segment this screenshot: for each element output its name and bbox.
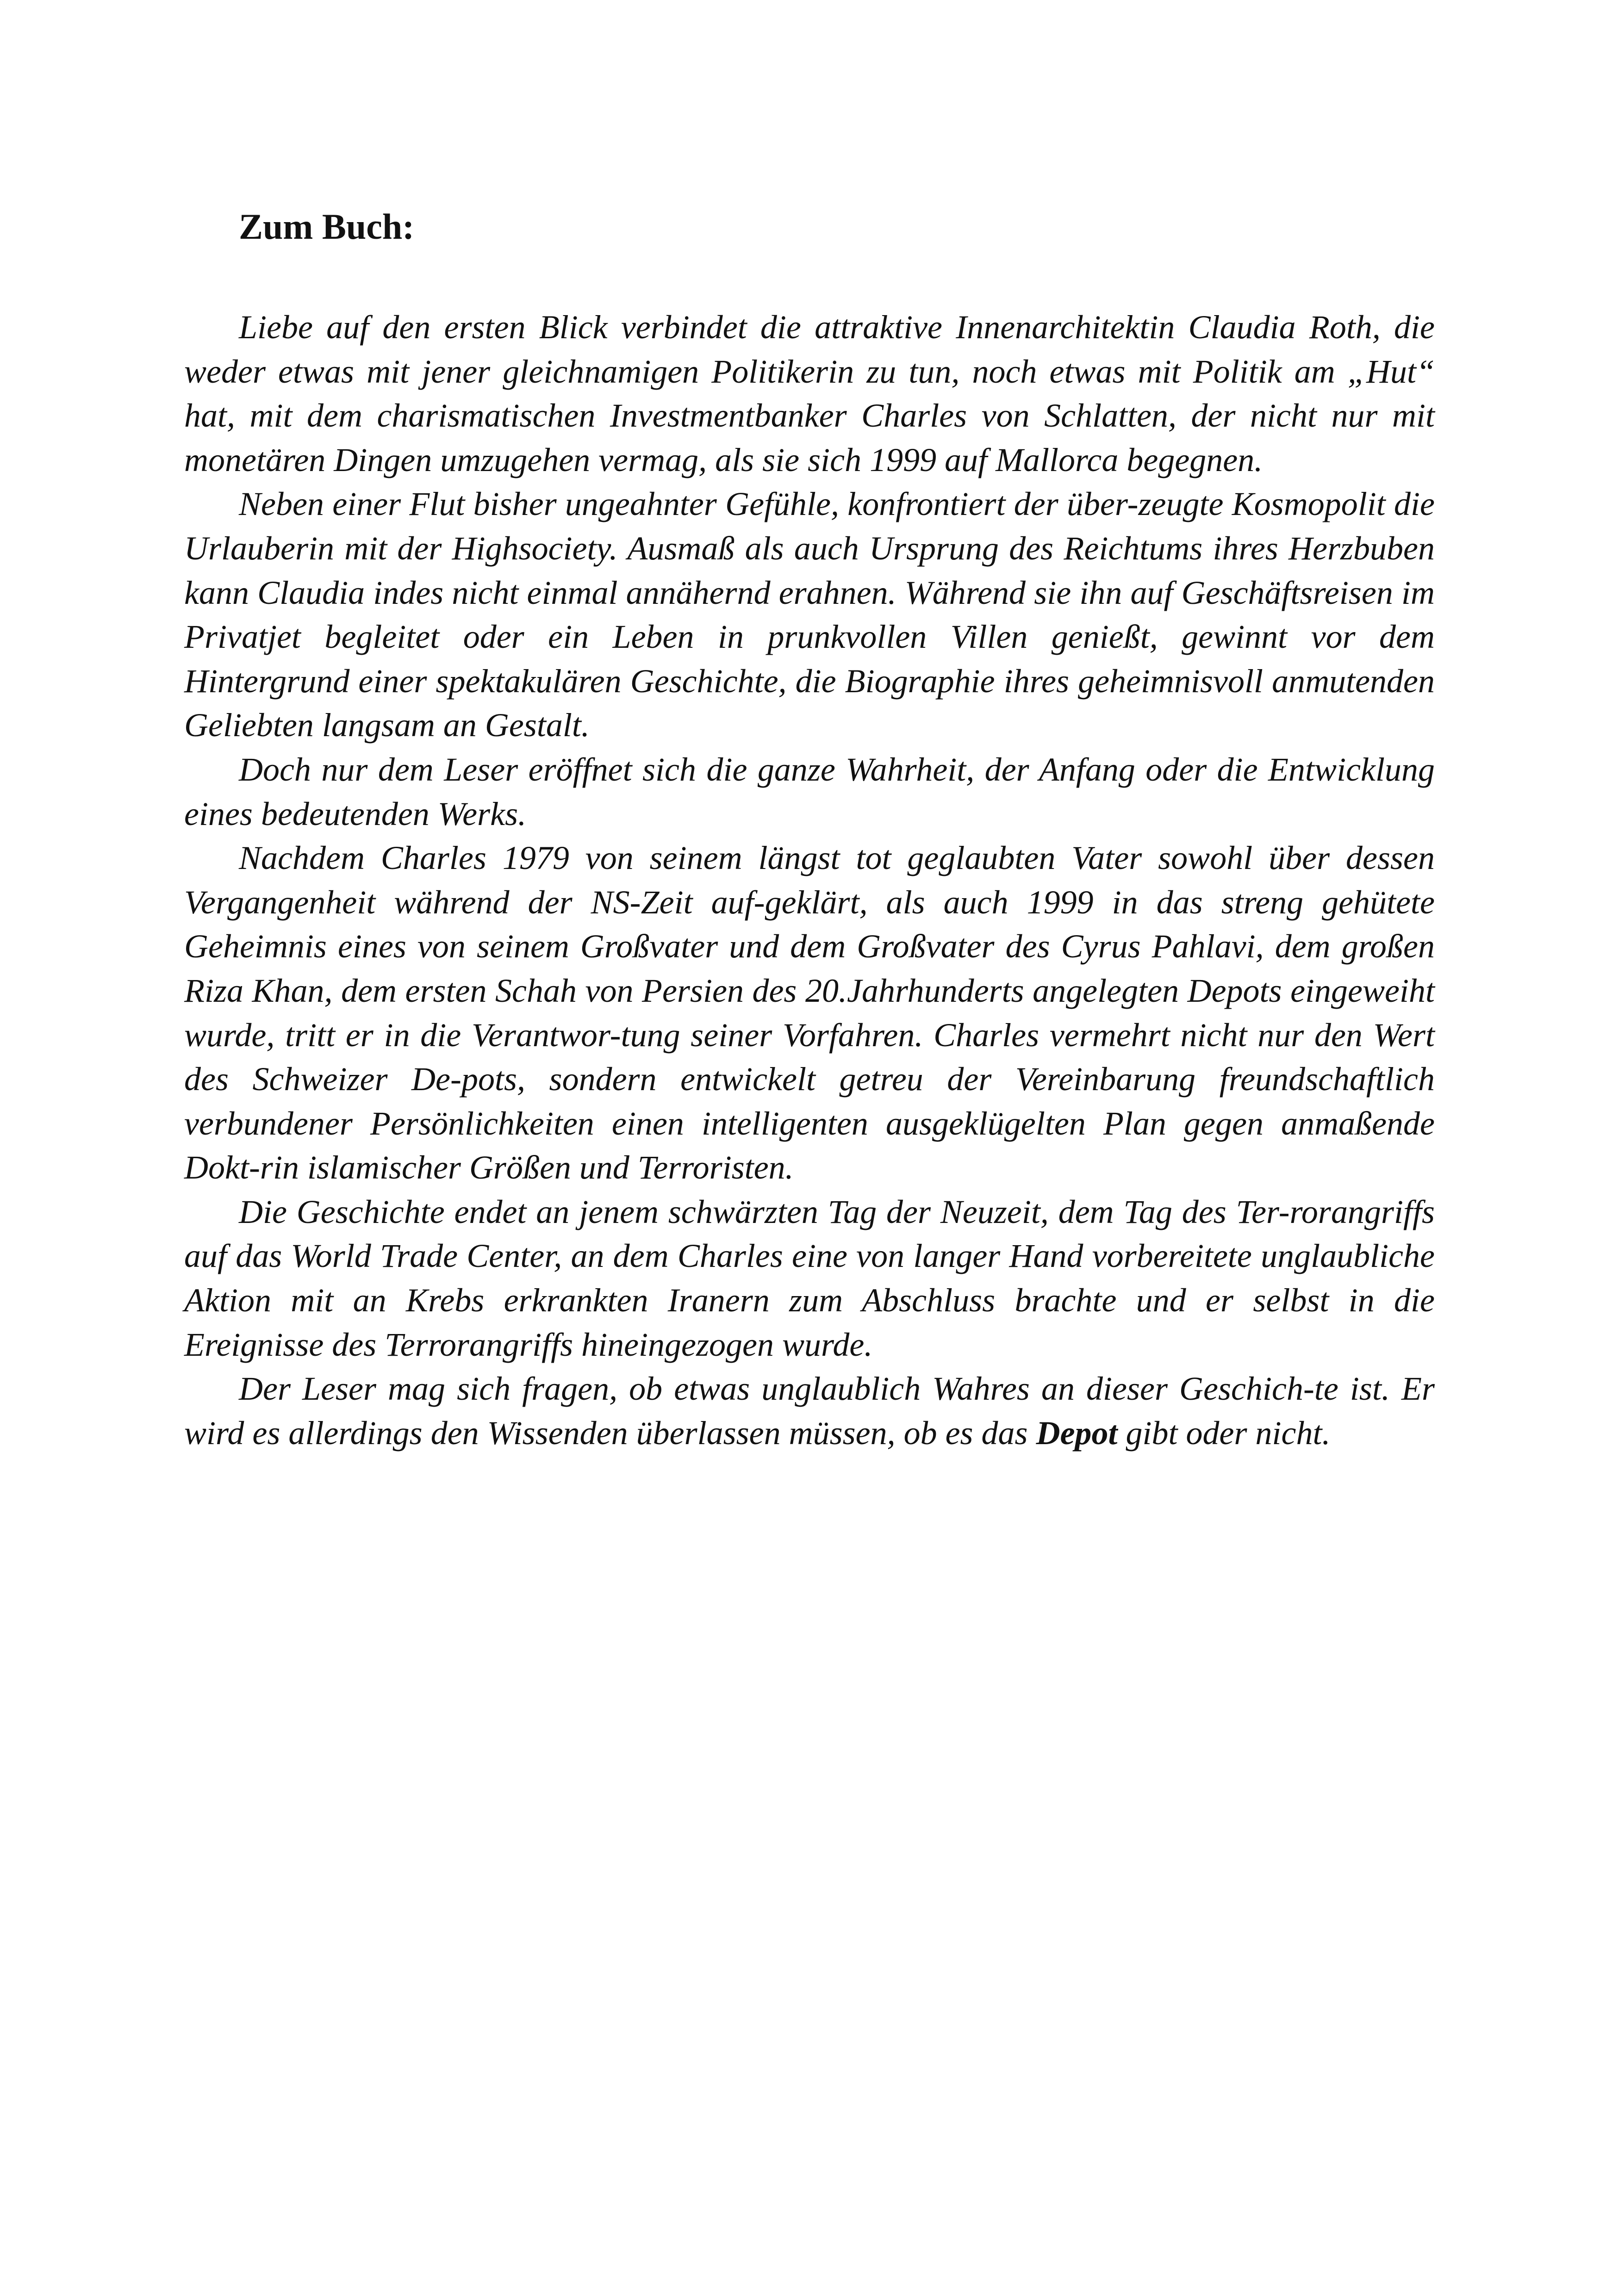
paragraph-5: Die Geschichte endet an jenem schwärzten Tag der Neuzeit, dem Tag des Ter-rorangriffs auf das World Trade Center, an dem Charles eine von langer Hand vorbereitete unglaubliche Aktion mit an Krebs erkrankten Iranern zum Abschluss brachte und er selbst in die Ereignisse des Terrorangriffs hineingezogen wurde. [184, 1193, 1435, 1363]
paragraph-6 [184, 1367, 1435, 1455]
paragraph-1: Liebe auf den ersten Blick verbindet die attraktive Innenarchitektin Claudia Roth, die weder etwas mit jener gleichnamigen Politikerin zu tun, noch etwas mit Politik am „Hut“ hat, mit dem charismatischen Investmentbanker Charles von Schlatten, der nicht nur mit monetären Dingen umzugehen vermag, als sie sich 1999 auf Mallorca begegnen. [184, 309, 1435, 478]
section-heading: Zum Buch: [239, 206, 415, 247]
paragraph-6-text-end: gibt oder nicht. [1117, 1414, 1331, 1452]
blurb-section [184, 204, 1435, 1455]
paragraph-3: Doch nur dem Leser eröffnet sich die ganze Wahrheit, der Anfang oder die Entwicklung eines bedeutenden Werks. [184, 751, 1435, 832]
paragraph-2: Neben einer Flut bisher ungeahnter Gefühle, konfrontiert der über-zeugte Kosmopolit die Urlauberin mit der Highsociety. Ausmaß als auch Ursprung des Reichtums ihres Herzbuben kann Claudia indes nicht einmal annähernd erahnen. Während sie ihn auf Geschäftsreisen im Privatjet begleitet oder ein Leben in prunkvollen Villen genießt, gewinnt vor dem Hintergrund einer spektakulären Geschichte, die Biographie ihres geheimnisvoll anmutenden Geliebten langsam an Gestalt. [184, 485, 1435, 744]
paragraph-6-text-start: Der Leser mag sich fragen, ob etwas unglaublich Wahres an dieser Geschich-te ist. Er wird es allerdings den Wissenden überlassen müssen, ob es das [184, 1370, 1435, 1452]
paragraph-4: Nachdem Charles 1979 von seinem längst tot geglaubten Vater sowohl über dessen Vergangenheit während der NS-Zeit auf-geklärt, als auch 1999 in das streng gehütete Geheimnis eines von seinem Großvater und dem Großvater des Cyrus Pahlavi, dem großen Riza Khan, dem ersten Schah von Persien des 20.Jahrhunderts angelegten Depots eingeweiht wurde, tritt er in die Verantwor-tung seiner Vorfahren. Charles vermehrt nicht nur den Wert des Schweizer De-pots, sondern entwickelt getreu der Vereinbarung freundschaftlich verbundener Persönlichkeiten einen intelligenten ausgeklügelten Plan gegen anmaßende Dokt-rin islamischer Größen und Terroristen. [184, 839, 1435, 1186]
emphasized-word: Depot [1036, 1414, 1118, 1452]
